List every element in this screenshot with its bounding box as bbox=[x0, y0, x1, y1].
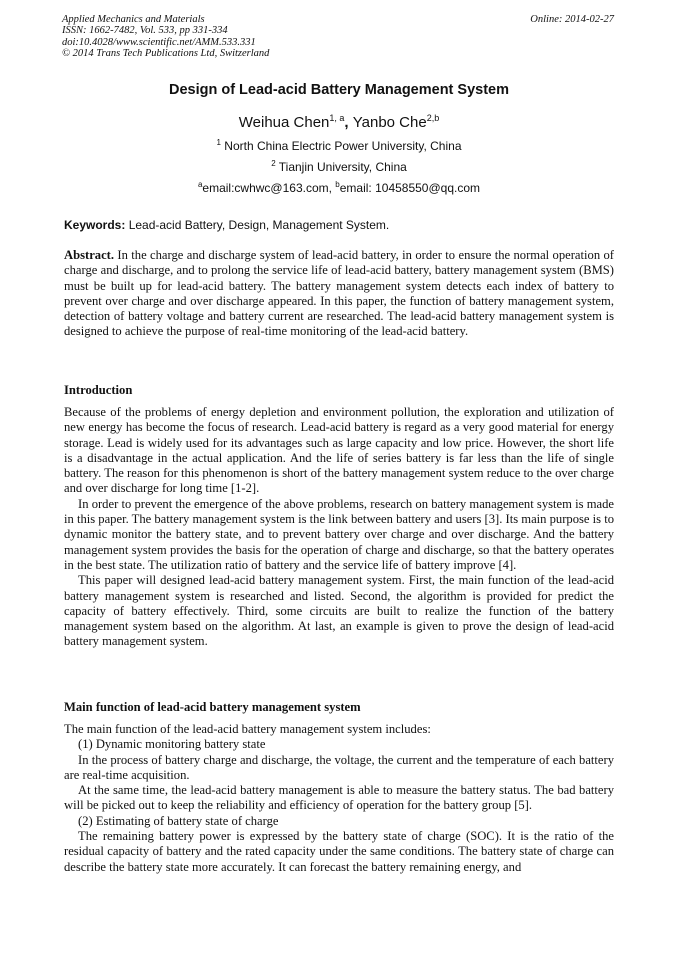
journal-header bbox=[62, 14, 614, 59]
intro-paragraph-1: Because of the problems of energy depletion and environment pollution, the exploration and utilization of new energy has become the focus of research. Lead-acid battery is regard as a very good material for energy storage. Lead is widely used for its advantages such as large capacity and low price. However, the short life is a disadvantage in the actual application. And the life of series battery is far less than the life of single battery. The reason for this phenomenon is short of the battery management system reduce to the over charge and over discharge for long time [1-2]. bbox=[64, 405, 614, 496]
email-b: email: 10458550@qq.com bbox=[339, 181, 481, 195]
main-function-paragraph-3: At the same time, the lead-acid battery management is able to measure the battery status. The bad battery will be picked out to keep the reliability and efficiency of operation for the battery group [5]. bbox=[64, 783, 614, 813]
affiliation-1-text: North China Electric Power University, China bbox=[224, 139, 462, 153]
author-1: Weihua Chen bbox=[238, 114, 330, 131]
list-item-2: (2) Estimating of battery state of charge bbox=[78, 813, 279, 828]
main-function-body bbox=[64, 722, 614, 875]
author-2-affil-mark: 2,b bbox=[426, 113, 440, 123]
email-line bbox=[0, 181, 678, 195]
doi-line: doi:10.4028/www.scientific.net/AMM.533.331 bbox=[62, 36, 256, 48]
abstract bbox=[64, 248, 614, 340]
affiliation-1-mark: 1 bbox=[216, 138, 221, 147]
abstract-paragraph bbox=[64, 248, 614, 340]
main-function-heading: Main function of lead-acid battery management system bbox=[64, 700, 361, 714]
email-a-mark: a bbox=[197, 180, 203, 189]
keywords bbox=[64, 218, 616, 232]
intro-paragraph-2: In order to prevent the emergence of the above problems, research on battery management system is made in this paper. The battery management system is the link between battery and users [3]. Its main purpose is to dynamic monitor the battery state, and to prevent battery over charge and over discharge. And the battery management system provides the basis for the operation of charge and discharge, so that the battery operates in the best state. The utilization ratio of battery and the service life of battery improve [4]. bbox=[64, 496, 614, 572]
affiliation-1 bbox=[0, 139, 678, 153]
introduction-heading: Introduction bbox=[64, 383, 133, 397]
email-a: email:cwhwc@163.com, bbox=[202, 181, 336, 195]
intro-paragraph-3: This paper will designed lead-acid battery management system. First, the main function of the lead-acid battery management system is researched and listed. Second, the algorithm is provided for predict the capacity of battery effectively. Third, some circuits are built to realize the function of the battery management system based on the algorithm. At last, an example is given to prove the design of lead-acid battery management system. bbox=[64, 573, 614, 649]
main-function-paragraph-1: The main function of the lead-acid battery management system includes: bbox=[64, 722, 431, 736]
affiliation-2-mark: 2 bbox=[271, 159, 276, 168]
author-2: Yanbo Che bbox=[352, 114, 427, 131]
issn-line: ISSN: 1662-7482, Vol. 533, pp 331-334 bbox=[62, 25, 228, 37]
online-date: Online: 2014-02-27 bbox=[530, 14, 614, 25]
affiliation-2-text: Tianjin University, China bbox=[278, 160, 407, 174]
keywords-text: Lead-acid Battery, Design, Management System. bbox=[125, 218, 390, 232]
main-function-paragraph-2: In the process of battery charge and discharge, the voltage, the current and the temperature of each battery are real-time acquisition. bbox=[64, 752, 614, 782]
affiliation-2 bbox=[0, 160, 678, 174]
introduction-body bbox=[64, 405, 614, 650]
main-function-paragraph-4: The remaining battery power is expressed by the battery state of charge (SOC). It is the ratio of the residual capacity of battery and the rated capacity under the same conditions. The battery state of charge can describe the battery state more accurately. It can forecast the battery remaining energy, and bbox=[64, 829, 614, 874]
keywords-label: Keywords: bbox=[64, 218, 126, 232]
copyright-line: © 2014 Trans Tech Publications Ltd, Switzerland bbox=[62, 47, 270, 59]
abstract-text: In the charge and discharge system of lead-acid battery, in order to ensure the normal operation of charge and discharge, and to prolong the service life of lead-acid battery, battery management system (BMS) must be built up for lead-acid battery. The battery management system detects each index of battery to prevent over charge and over discharge appeared. In this paper, the function of battery management system, detection of battery voltage and battery current are researched. The lead-acid battery management system is designed to achieve the purpose of real-time monitoring of the lead-acid battery. bbox=[64, 248, 614, 339]
author-separator: , bbox=[344, 114, 353, 131]
journal-name: Applied Mechanics and Materials bbox=[62, 14, 205, 25]
paper-title: Design of Lead-acid Battery Management System bbox=[168, 82, 510, 98]
author-1-affil-mark: 1, a bbox=[329, 113, 345, 123]
email-b-mark: b bbox=[335, 180, 340, 189]
list-item-1: (1) Dynamic monitoring battery state bbox=[78, 737, 266, 752]
abstract-label: Abstract. bbox=[64, 248, 115, 262]
author-line bbox=[0, 114, 678, 131]
